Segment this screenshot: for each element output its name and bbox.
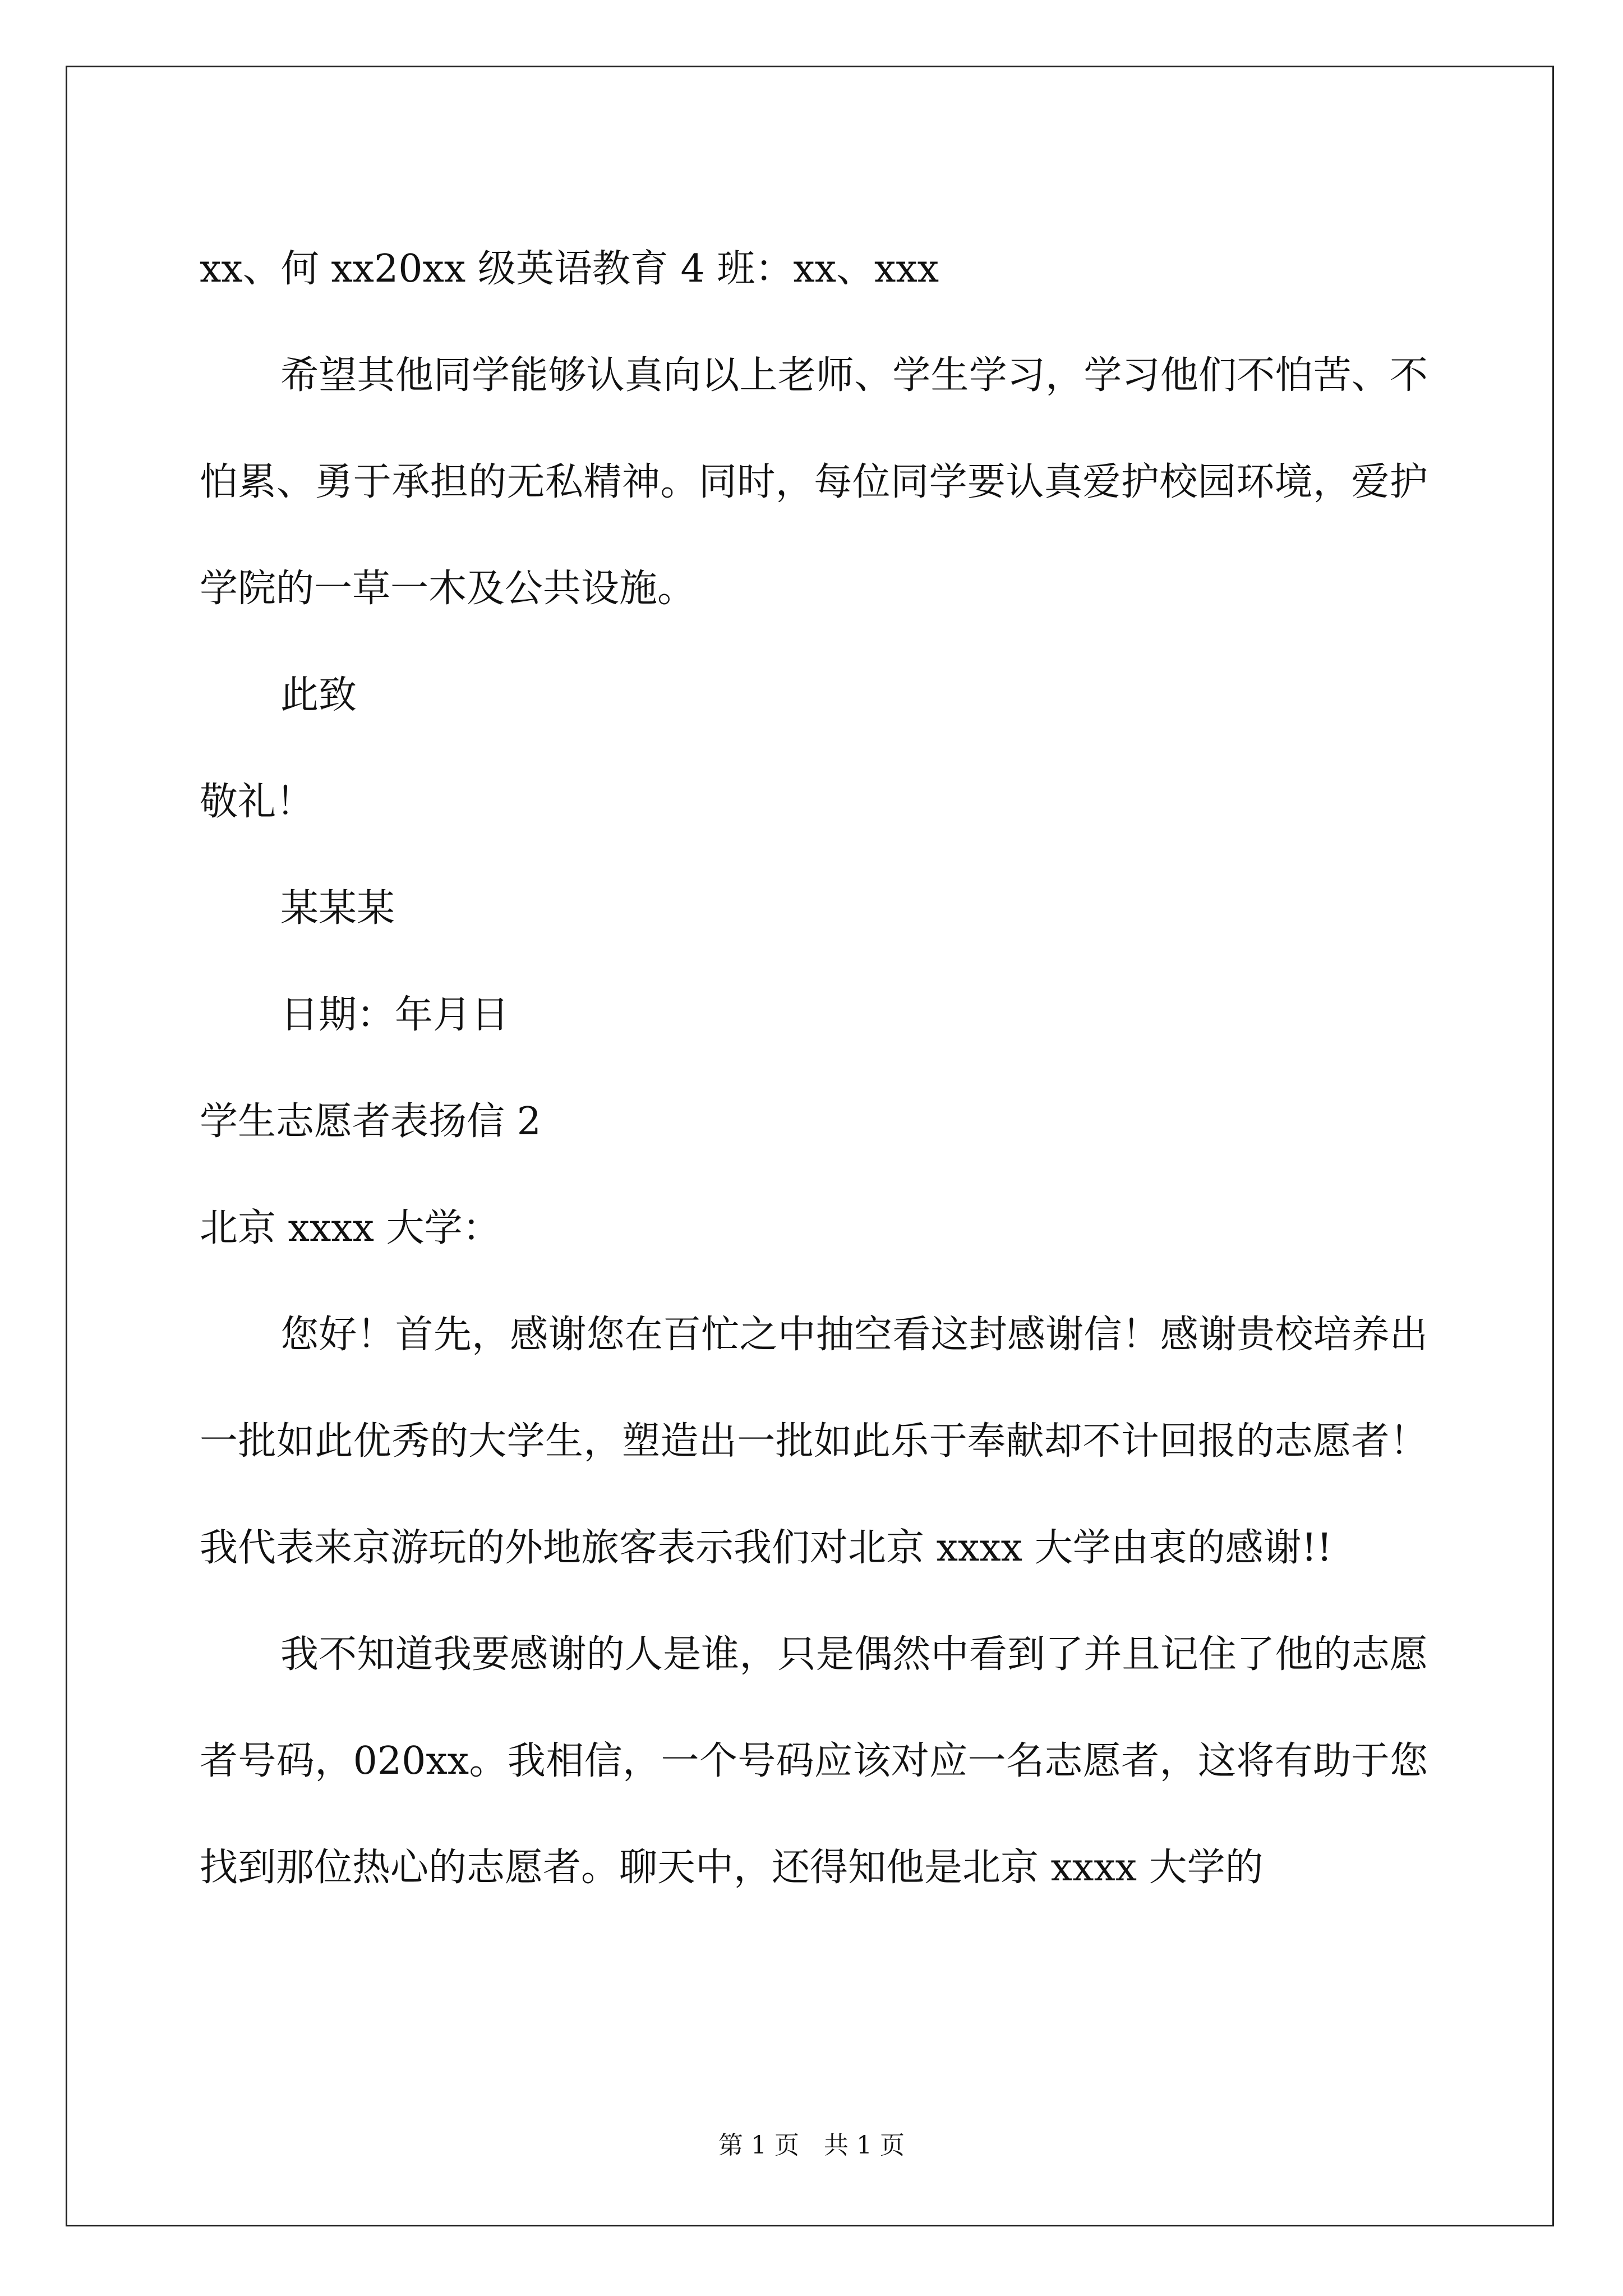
signature-date: 日期：年月日 bbox=[280, 993, 510, 1037]
closing-salutation: 此致 bbox=[280, 673, 357, 717]
signature-name: 某某某 bbox=[280, 886, 395, 931]
paragraph: 希望其他同学能够认真向以上老师、学生学习，学习他们不怕苦、不怕累、勇于承担的无私精神。同时，每位同学要认真爱护校园环境，爱护学院的一草一木及公共设施。 bbox=[200, 353, 1428, 611]
paragraph: 我不知道我要感谢的人是谁，只是偶然中看到了并且记住了他的志愿者号码，020xx。我相信，一个号码应该对应一名志愿者，这将有助于您找到那位热心的志愿者。聊天中，还得知他是北京 xxxx 大学的 bbox=[200, 1632, 1428, 1890]
letter-recipient: 北京 xxxx 大学： bbox=[200, 1206, 501, 1250]
section-title: 学生志愿者表扬信 2 bbox=[200, 1099, 541, 1144]
closing-regards: 敬礼！ bbox=[200, 780, 315, 824]
page-footer: 第 1 页 共 1 页 bbox=[718, 2131, 905, 2160]
document-body bbox=[200, 216, 1428, 1921]
paragraph: 您好！首先，感谢您在百忙之中抽空看这封感谢信！感谢贵校培养出一批如此优秀的大学生，塑造出一批如此乐于奉献却不计回报的志愿者！我代表来京游玩的外地旅客表示我们对北京 xxxx 大学由衷的感谢!! bbox=[200, 1313, 1428, 1570]
paragraph: xx、何 xx20xx 级英语教育 4 班：xx、xxx bbox=[200, 247, 939, 291]
